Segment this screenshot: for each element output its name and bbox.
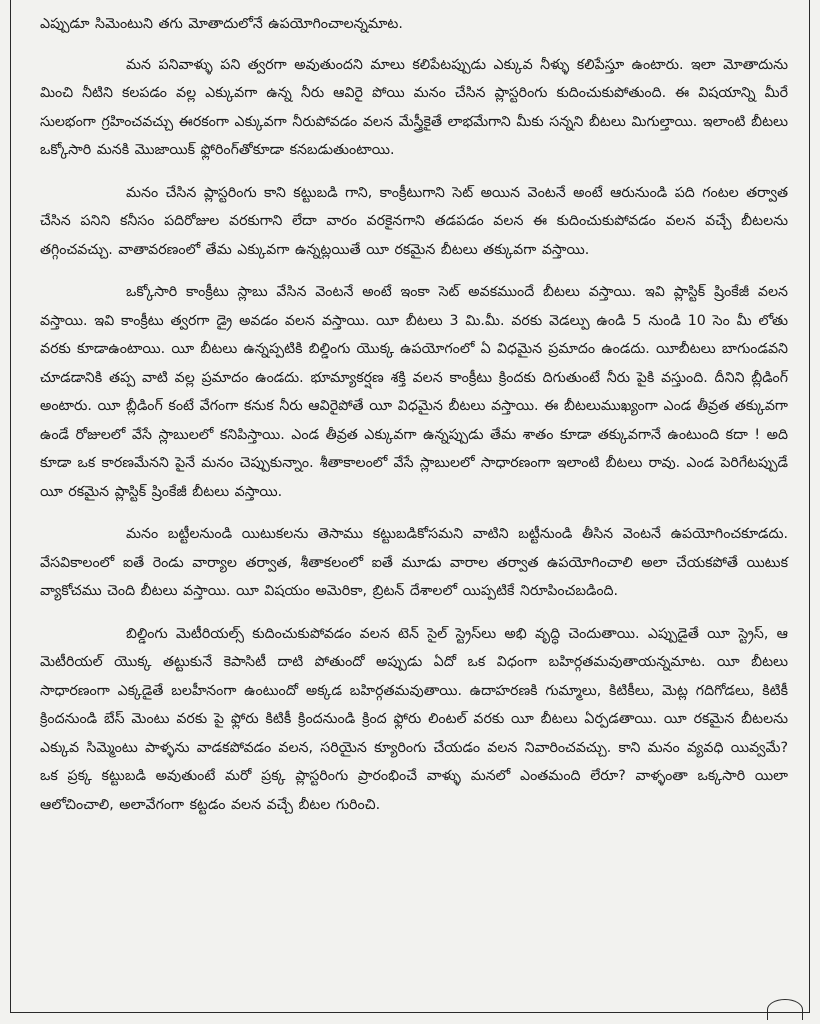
paragraph-5: మనం బట్టీలనుండి యిటుకలను తెసాము కట్టుబడికోసమని వాటిని బట్టీనుండి తీసిన వెంటనే ఉపయోగించకూడదు. వేసవికాలంలో ఐతే రెండు వార్యాల తర్వాత, శీతాకలంలో ఐతే మూడు వారాల తర్వాత ఉపయోగించాలి అలా చేయకపోతే యిటుక వ్యాకోచము చెంది బీటలు వస్తాయి. యీ విషయం అమెరికా, బ్రిటన్ దేశాలలో యిప్పటికే నిరూపించబడింది. [40, 526, 788, 599]
paragraph-1: ఎప్పుడూ సిమెంటుని తగు మోతాదులోనే ఉపయోగించాలన్నమాట. [40, 16, 403, 32]
paragraph-4: ఒక్కోసారి కాంక్రీటు స్లాబు వేసిన వెంటనే అంటే ఇంకా సెట్ అవకముందే బీటలు వస్తాయి. ఇవి ప్లాస్టిక్ ష్రింకేజీ వలన వస్తాయి. ఇవి కాంక్రీటు త్వరగా డ్రై అవడం వలన వస్తాయి. యీ బీటలు 3 మి.మీ. వరకు వెడల్పు ఉండి 5 నుండి 10 సెం మీ లోతు వరకు కూడాఉంటాయి. యీ బీటలు ఉన్నప్పటికి బిల్డింగు యొక్క ఉపయోగంలో ఏ విధమైన ప్రమాదం ఉండదు. యీబీటలు బాగుండవని చూడడానికి తప్ప వాటి వల్ల ప్రమాదం ఉండదు. భూమ్యాకర్షణ శక్తి వలన కాంక్రీటు క్రిందకు దిగుతుంటే నీరు పైకి వస్తుంది. దీనిని బ్లీడింగ్ అంటారు. యీ బ్లీడింగ్ కంటే వేగంగా కనుక నీరు ఆవిరైపోతే యీ విధమైన బీటలు వస్తాయి. ఈ బీటలుముఖ్యంగా ఎండ తీవ్రత తక్కువగా ఉండే రోజులలో వేసే స్లాబులలో కనిపిస్తాయి. ఎండ తీవ్రత ఎక్కువగా ఉన్నప్పుడు తేమ శాతం కూడా తక్కువగానే ఉంటుంది కదా ! అది కూడా ఒక కారణమేనని పైనే మనం చెప్పుకున్నాం. శీతాకాలంలో వేసే స్లాబులలో సాధారణంగా ఇలాంటి బీటలు రావు. ఎండ పెరిగేటప్పుడే యీ రకమైన ప్లాస్టిక్ ష్రింకేజీ బీటలు వస్తాయి. [40, 284, 788, 500]
document-body [40, 10, 788, 833]
paragraph-6: బిల్డింగు మెటీరియల్స్ కుదించుకుపోవడం వలన టెన్ సైల్ స్ట్రెస్‌లు అభి వృద్ధి చెందుతాయి. ఎప్పుడైతే యీ స్ట్రెస్, ఆ మెటీరియల్ యొక్క తట్టుకునే కెపాసిటీ దాటి పోతుందో అప్పుడు ఏదో ఒక విధంగా బహిర్గతమవుతాయన్నమాట. యీ బీటలు సాధారణంగా ఎక్కడైతే బలహీనంగా ఉంటుందో అక్కడ బహిర్గతమవుతాయి. ఉదాహరణకి గుమ్మాలు, కిటికీలు, మెట్ల గదిగోడలు, కిటికీ క్రిందనుండి బేస్ మెంటు వరకు పై ఫ్లోరు కిటికీ క్రిందనుండి క్రింద ఫ్లోరు లింటల్ వరకు యీ బీటలు ఏర్పడతాయి. యీ రకమైన బీటలను ఎక్కువ సిమ్మెంటు పాళ్ళను వాడకపోవడం వలన, సరియైన క్యూరింగు చేయడం వలన నివారించవచ్చు. కాని మనం వ్యవధి యివ్వమే? ఒక ప్రక్క కట్టుబడి అవుతుంటే మరో ప్రక్క ప్లాస్టరింగు ప్రారంభించే వాళ్ళు మనలో ఎంతమంది లేరూ? వాళ్ళంతా ఒక్కసారి యిలా ఆలోచించాలి, అలావేగంగా కట్టడం వలన వచ్చే బీటల గురించి. [40, 625, 788, 813]
paragraph-2: మన పనివాళ్ళు పని త్వరగా అవుతుందని మాలు కలిపేటప్పుడు ఎక్కువ నీళ్ళు కలిపేస్తూ ఉంటారు. ఇలా మోతాదును మించి నీటిని కలపడం వల్ల ఎక్కువగా ఉన్న నీరు ఆవిరై పోయి మనం చేసిన ప్లాస్టరింగు కుదించుకుపోతుంది. ఈ విషయాన్ని మీరే సులభంగా గ్రహించవచ్చు ఈరకంగా ఎక్కువగా నీరుపోవడం వలన మేస్త్రీకైతే లాభమేగాని మీకు సన్నని బీటలు మిగుల్తాయి. ఇలాంటి బీటలు ఒక్కోసారి మనకి మొజాయిక్ ఫ్లోరింగ్‌తోకూడా కనబడుతుంటాయి. [40, 56, 788, 158]
page-corner-mark [767, 999, 803, 1020]
paragraph-3: మనం చేసిన ప్లాస్టరింగు కాని కట్టుబడి గాని, కాంక్రీటుగాని సెట్ అయిన వెంటనే అంటే ఆరునుండి పది గంటల తర్వాత చేసిన పనిని కనీసం పదిరోజుల వరకుగాని లేదా వారం వరకైనగాని తడపడం వలన ఈ కుదించుకుపోవడం వలన వచ్చే బీటలను తగ్గించవచ్చు. వాతావరణంలో తేమ ఎక్కువగా ఉన్నట్లయితే యీ రకమైన బీటలు తక్కువగా వస్తాయి. [40, 184, 788, 258]
